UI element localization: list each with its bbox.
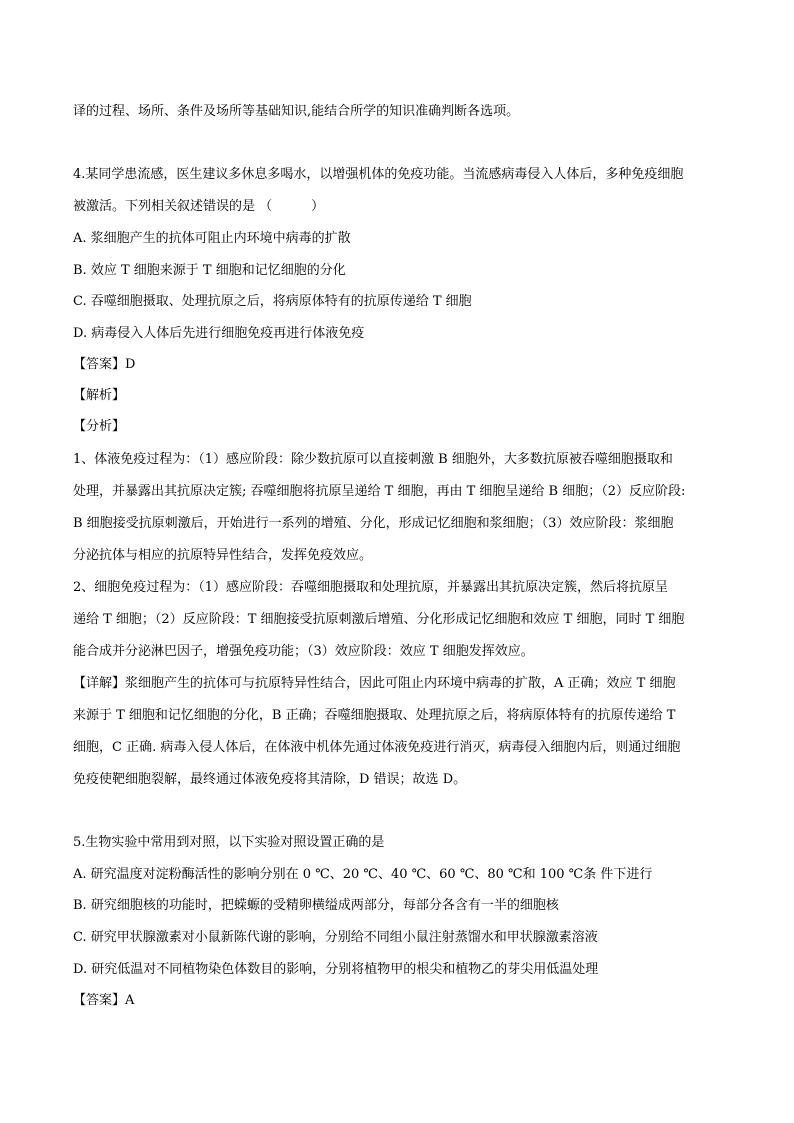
analysis-label: 【解析】	[73, 388, 126, 403]
option-d: D. 研究低温对不同植物染色体数目的影响，分别将植物甲的根尖和植物乙的芽尖用低温处理	[73, 962, 599, 977]
option-b: B. 研究细胞核的功能时，把蝾螈的受精卵横缢成两部分，每部分各含有一半的细胞核	[73, 898, 559, 913]
option-a: A. 研究温度对淀粉酶活性的影响分别在 0 ℃、20 ℃、40 ℃、60 ℃、80 ℃和 100 ℃条 件下进行	[73, 867, 653, 882]
detail-text: 来源于 T 细胞和记忆细胞的分化，B 正确；吞噬细胞摄取、处理抗原之后，将病原体特有的抗原传递给 T	[73, 708, 676, 723]
option-c: C. 研究甲状腺激素对小鼠新陈代谢的影响，分别给不同组小鼠注射蒸馏水和甲状腺激素溶液	[73, 930, 598, 945]
question-4-stem: 4.某同学患流感，医生建议多休息多喝水，以增强机体的免疫功能。当流感病毒侵入人体后，多种免疫细胞	[73, 167, 684, 182]
option-b: B. 效应 T 细胞来源于 T 细胞和记忆细胞的分化	[73, 263, 346, 278]
analysis-text: B 细胞接受抗原刺激后，开始进行一系列的增殖、分化，形成记忆细胞和浆细胞；（3）效应阶段：浆细胞	[73, 516, 674, 531]
analysis-sub-label: 【分析】	[73, 419, 126, 434]
detail-text: 【详解】浆细胞产生的抗体可与抗原特异性结合，因此可阻止内环境中病毒的扩散，A 正确；效应 T 细胞	[73, 676, 676, 691]
option-a: A. 浆细胞产生的抗体可阻止内环境中病毒的扩散	[73, 231, 351, 246]
answer-label: 【答案】D	[73, 357, 136, 372]
analysis-text: 处理，并暴露出其抗原决定簇; 吞噬细胞将抗原呈递给 T 细胞，再由 T 细胞呈递给 B 细胞；（2）反应阶段:	[73, 484, 686, 499]
option-d: D. 病毒侵入人体后先进行细胞免疫再进行体液免疫	[73, 326, 365, 341]
text-line: 译的过程、场所、条件及场所等基础知识,能结合所学的知识准确判断各选项。	[73, 104, 520, 119]
option-c: C. 吞噬细胞摄取、处理抗原之后，将病原体特有的抗原传递给 T 细胞	[73, 294, 472, 309]
answer-label: 【答案】A	[73, 993, 135, 1008]
question-5-stem: 5.生物实验中常用到对照，以下实验对照设置正确的是	[73, 835, 385, 850]
analysis-text: 递给 T 细胞；（2）反应阶段：T 细胞接受抗原刺激后增殖、分化形成记忆细胞和效应 T 细胞，同时 T 细胞	[73, 612, 685, 627]
detail-text: 免疫使靶细胞裂解，最终通过体液免疫将其清除，D 错误；故选 D。	[73, 772, 467, 787]
question-4-stem-cont: 被激活。下列相关叙述错误的是 （ ）	[73, 199, 325, 214]
detail-text: 细胞，C 正确. 病毒入侵人体后，在体液中机体先通过体液免疫进行消灭，病毒侵入细胞内后，则通过细胞	[73, 740, 681, 755]
analysis-text: 2、细胞免疫过程为：（1）感应阶段：吞噬细胞摄取和处理抗原，并暴露出其抗原决定簇，然后将抗原呈	[73, 580, 669, 595]
analysis-text: 1、体液免疫过程为：（1）感应阶段：除少数抗原可以直接刺激 B 细胞外，大多数抗原被吞噬细胞摄取和	[73, 452, 673, 467]
analysis-text: 分泌抗体与相应的抗原特异性结合，发挥免疫效应。	[73, 548, 373, 563]
analysis-text: 能合成并分泌淋巴因子，增强免疫功能；（3）效应阶段：效应 T 细胞发挥效应。	[73, 644, 534, 659]
